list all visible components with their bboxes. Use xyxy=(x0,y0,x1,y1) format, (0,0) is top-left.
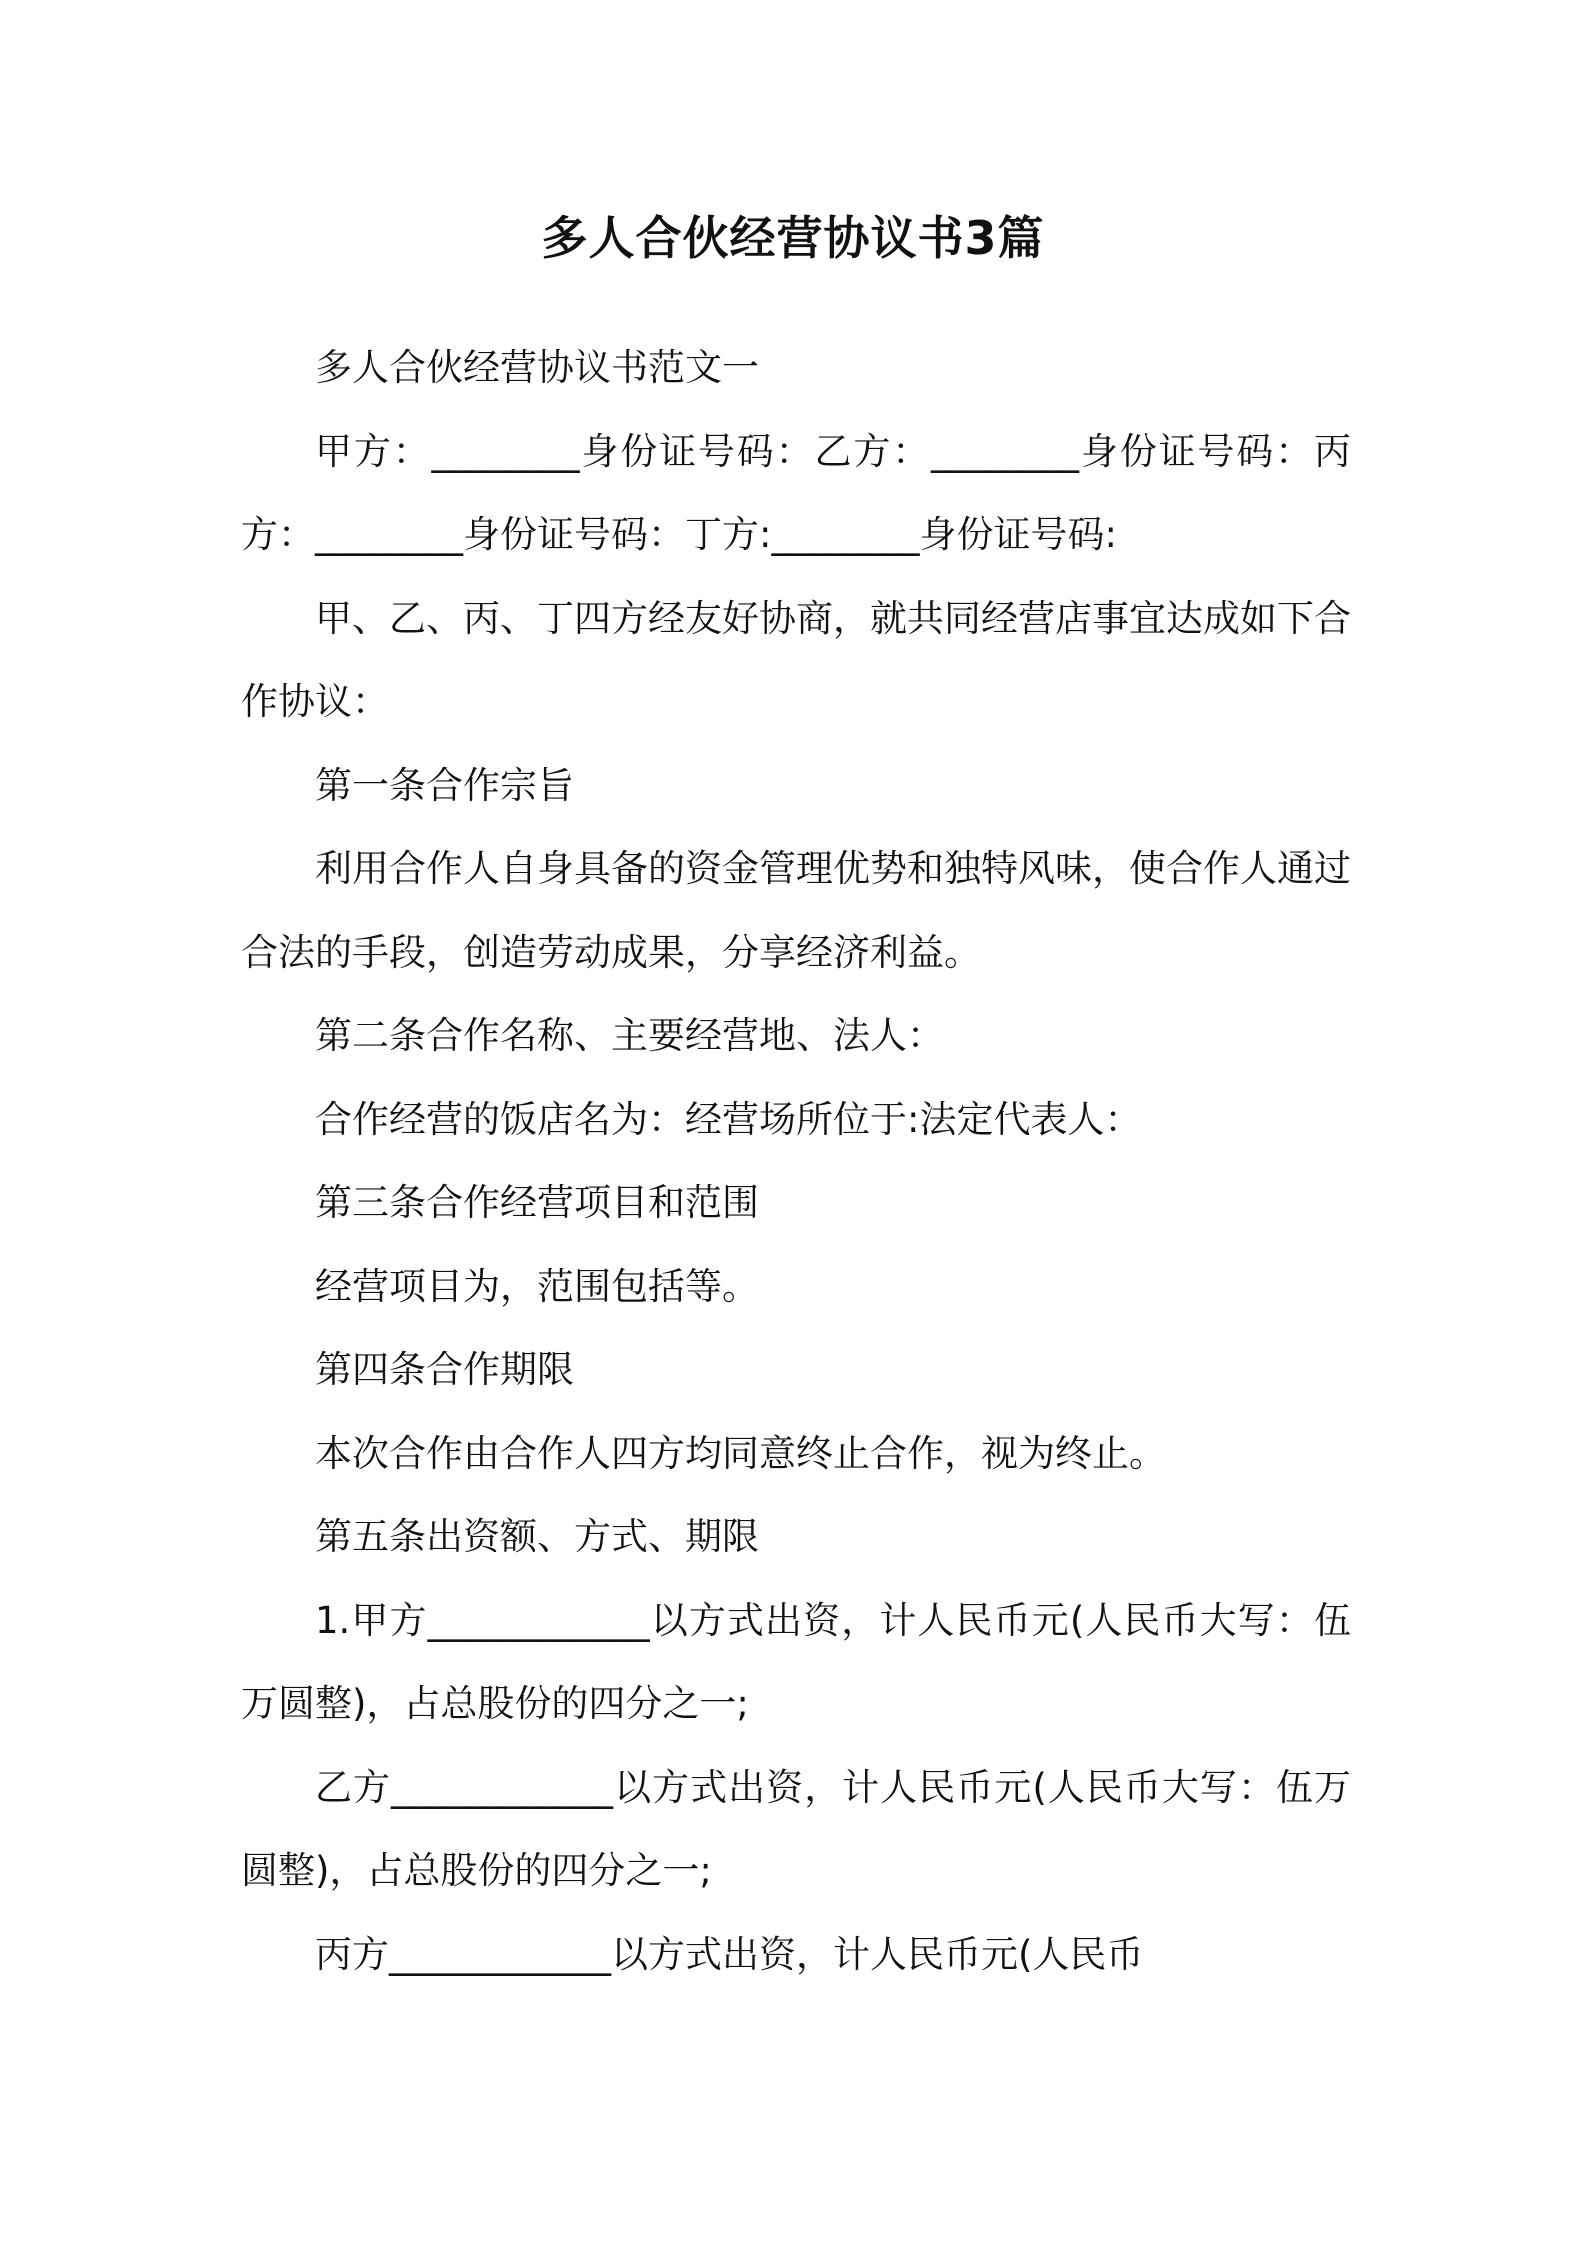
article-3-text: 经营项目为，范围包括等。 xyxy=(315,1264,759,1308)
article-1-heading: 第一条合作宗旨 xyxy=(315,763,574,807)
article-4-text: 本次合作由合作人四方均同意终止合作，视为终止。 xyxy=(315,1431,1166,1475)
parties-paragraph: 甲方：________身份证号码：乙方：________身份证号码：丙方：________身份证号码：丁方:________身份证号码: xyxy=(241,429,1351,556)
section-heading: 多人合伙经营协议书范文一 xyxy=(315,346,759,389)
article-5-party-c: 丙方____________以方式出资，计人民币元(人民币 xyxy=(315,1932,1144,1976)
intro-paragraph: 甲、乙、丙、丁四方经友好协商，就共同经营店事宜达成如下合作协议： xyxy=(241,596,1351,723)
article-1-text: 利用合作人自身具备的资金管理优势和独特风味，使合作人通过合法的手段，创造劳动成果，分享经济利益。 xyxy=(241,847,1351,974)
article-2-text: 合作经营的饭店名为：经营场所位于:法定代表人： xyxy=(315,1097,1142,1141)
article-3-heading: 第三条合作经营项目和范围 xyxy=(315,1181,759,1224)
article-5-party-b: 乙方____________以方式出资，计人民币元(人民币大写：伍万圆整)，占总股份的四分之一; xyxy=(241,1765,1351,1892)
article-5-party-a: 1.甲方____________以方式出资，计人民币元(人民币大写：伍万圆整)，占总股份的四分之一; xyxy=(241,1598,1351,1725)
document-body xyxy=(241,326,1351,1996)
article-2-heading: 第二条合作名称、主要经营地、法人： xyxy=(315,1014,944,1057)
article-4-heading: 第四条合作期限 xyxy=(315,1348,574,1391)
article-5-heading: 第五条出资额、方式、期限 xyxy=(315,1515,759,1558)
document-title: 多人合伙经营协议书3篇 xyxy=(541,211,1045,265)
